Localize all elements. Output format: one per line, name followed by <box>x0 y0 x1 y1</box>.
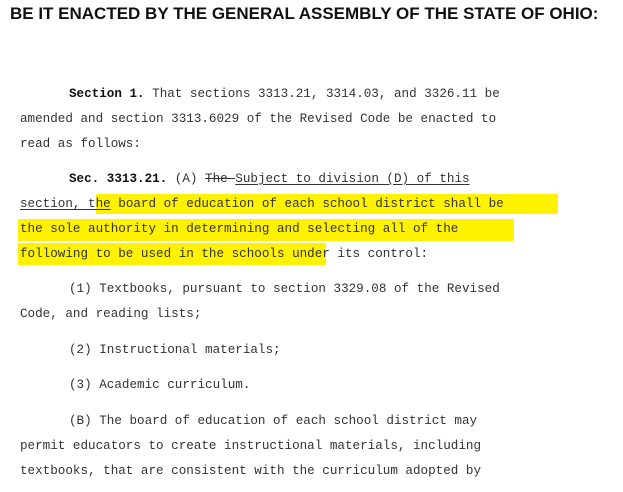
sec-3313-21-line-2 <box>20 195 504 213</box>
inserted-text: section, the <box>20 197 111 211</box>
sec-3313-21-text: board of education of each school district shall be <box>110 197 504 211</box>
inserted-text: Subject to division (D) of this <box>235 172 470 186</box>
section-1-line-3: read as follows: <box>20 137 141 151</box>
section-1-text: That sections 3313.21, 3314.03, and 3326.11 be <box>144 87 500 101</box>
sec-3313-21-line-3: the sole authority in determining and selecting all of the <box>20 222 459 236</box>
division-a-marker: (A) <box>167 172 206 186</box>
list-item: (3) Academic curriculum. <box>69 378 251 392</box>
section-1-line-2: amended and section 3313.6029 of the Revised Code be enacted to <box>20 112 497 126</box>
sec-3313-21-line-4: following to be used in the schools under its control: <box>20 247 429 261</box>
division-b-line-2: permit educators to create instructional materials, including <box>20 439 482 453</box>
sec-3313-21-label: Sec. 3313.21. <box>69 172 168 186</box>
enactment-heading: BE IT ENACTED BY THE GENERAL ASSEMBLY OF THE STATE OF OHIO: <box>10 4 599 23</box>
struck-text: The <box>205 172 236 186</box>
list-item: (1) Textbooks, pursuant to section 3329.08 of the Revised <box>69 282 500 296</box>
division-b-line-1: (B) The board of education of each school district may <box>69 414 478 428</box>
division-b-line-3: textbooks, that are consistent with the curriculum adopted by <box>20 464 482 478</box>
list-item-continuation: Code, and reading lists; <box>20 307 202 321</box>
section-1-line-1 <box>69 85 500 103</box>
sec-3313-21-line-1 <box>69 170 470 188</box>
section-1-label: Section 1. <box>69 87 145 101</box>
list-item: (2) Instructional materials; <box>69 343 281 357</box>
